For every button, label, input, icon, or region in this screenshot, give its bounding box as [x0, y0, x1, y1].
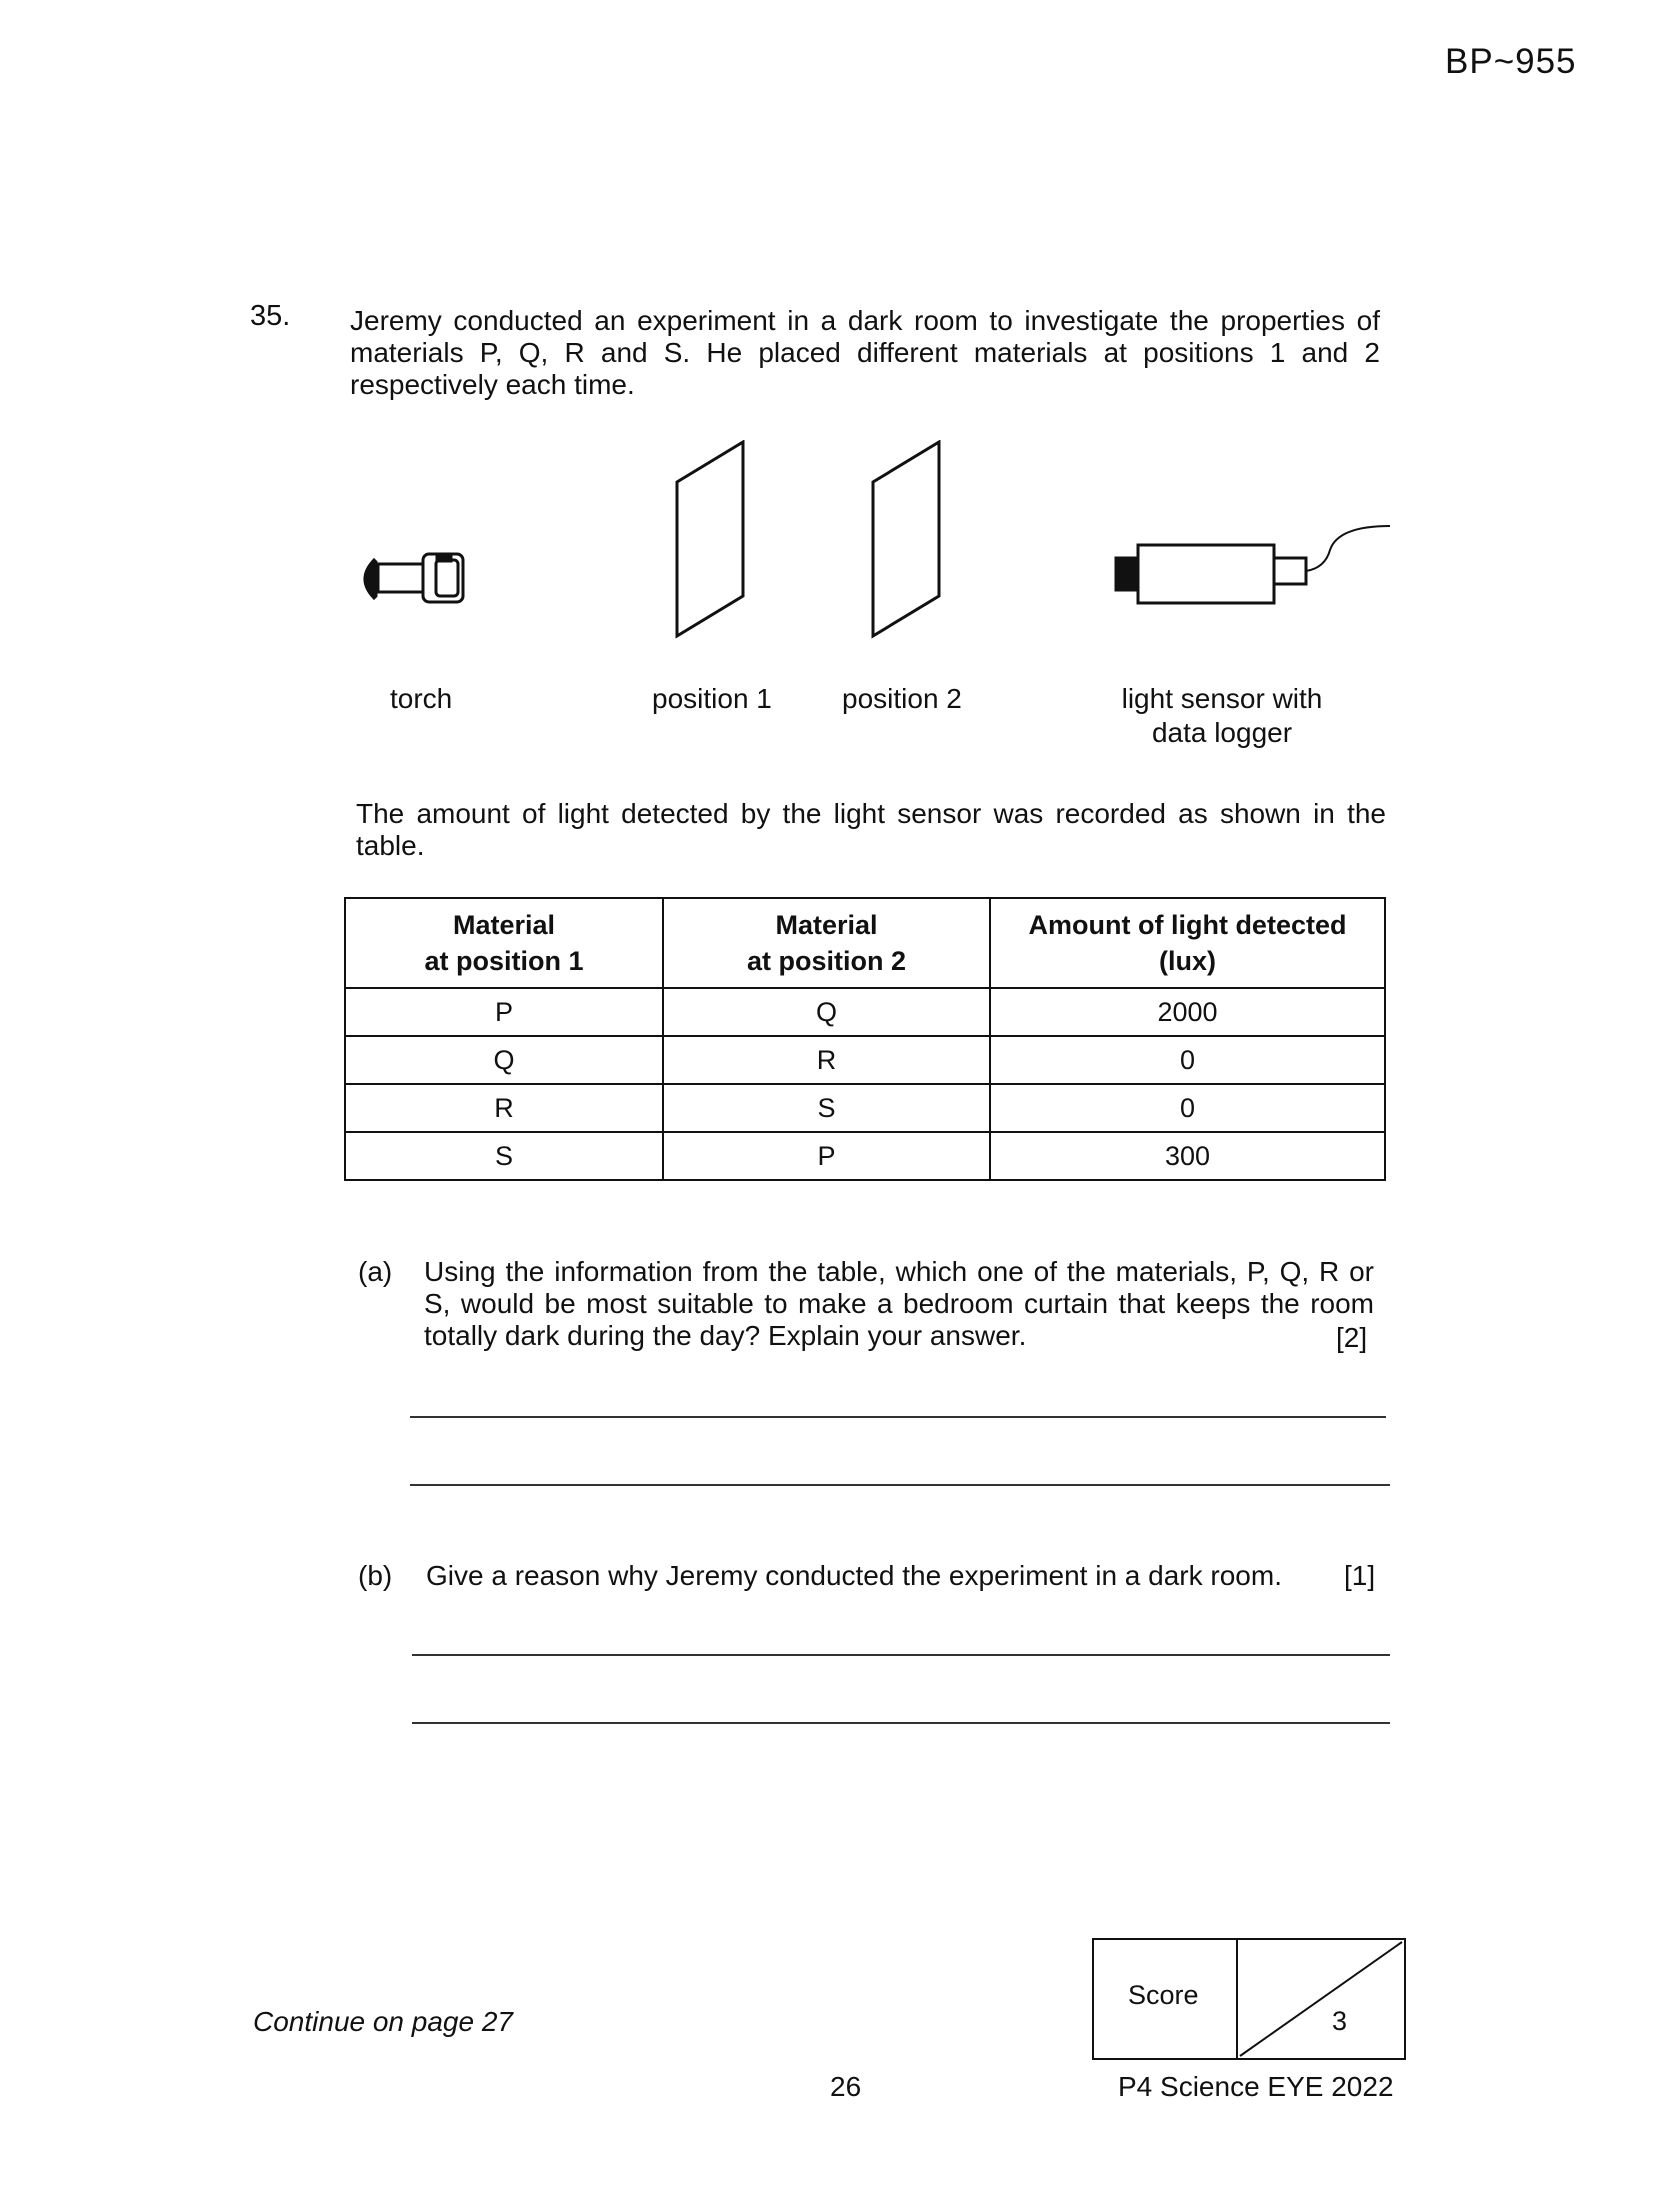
table-cell: P: [663, 1132, 990, 1180]
sensor-label-line1: light sensor with: [1121, 683, 1323, 714]
table-intro: The amount of light detected by the light sensor was recorded as shown in the table.: [356, 798, 1386, 861]
torch-icon: [365, 554, 463, 602]
part-a-label: (a): [358, 1256, 393, 1287]
question-intro: Jeremy conducted an experiment in a dark room to investigate the properties of materials P, Q, R and S. He placed different materials at positions 1 and 2 respectively each time.: [350, 305, 1380, 400]
table-row: [345, 1036, 1385, 1084]
table-cell: S: [663, 1084, 990, 1132]
position-1-panel-icon: [677, 442, 743, 636]
table-cell: Q: [345, 1036, 663, 1084]
light-sensor-icon: [1116, 526, 1390, 603]
torch-label: torch: [390, 683, 453, 714]
header-position-2: Material at position 2: [663, 898, 990, 988]
table-row: [345, 1084, 1385, 1132]
experiment-drawing: [340, 440, 1420, 640]
table-row: [345, 1132, 1385, 1180]
position-1-label: position 1: [652, 683, 772, 714]
table-cell: 2000: [990, 988, 1385, 1036]
table-cell: 300: [990, 1132, 1385, 1180]
results-table: [344, 897, 1386, 1181]
part-b-text: Give a reason why Jeremy conducted the experiment in a dark room.: [426, 1560, 1282, 1591]
table-row: [345, 988, 1385, 1036]
answer-line-a2[interactable]: [410, 1484, 1390, 1486]
continue-note: Continue on page 27: [253, 2006, 513, 2037]
table-cell: R: [663, 1036, 990, 1084]
part-a-marks: [2]: [1336, 1322, 1368, 1353]
table-cell: 0: [990, 1084, 1385, 1132]
answer-line-a1[interactable]: [410, 1416, 1386, 1418]
sensor-label: [1110, 682, 1334, 750]
table-cell: Q: [663, 988, 990, 1036]
part-a-text: Using the information from the table, which one of the materials, P, Q, R or S, would be most suitable to make a bedroom curtain that keeps the room totally dark during the day? Explain your answer.: [424, 1256, 1374, 1351]
table-cell: R: [345, 1084, 663, 1132]
score-label: Score: [1128, 1980, 1199, 2010]
position-2-panel-icon: [873, 442, 939, 636]
answer-line-b2[interactable]: [412, 1722, 1390, 1724]
score-box: [1092, 1938, 1406, 2060]
header-position-1: Material at position 1: [345, 898, 663, 988]
question-number: 35.: [250, 300, 291, 332]
score-max: 3: [1332, 2006, 1348, 2036]
paper-code: BP~955: [1445, 42, 1577, 81]
experiment-diagram: [340, 440, 1420, 770]
paper-title: P4 Science EYE 2022: [1118, 2071, 1394, 2102]
header-light-amount: Amount of light detected (lux): [990, 898, 1385, 988]
sensor-label-line2: data logger: [1151, 717, 1293, 748]
score-diagonal: [1238, 1940, 1404, 2058]
part-b-label: (b): [358, 1560, 393, 1591]
table-cell: 0: [990, 1036, 1385, 1084]
part-b-marks: [1]: [1344, 1560, 1376, 1591]
position-2-label: position 2: [842, 683, 962, 714]
table-cell: P: [345, 988, 663, 1036]
table-cell: S: [345, 1132, 663, 1180]
answer-line-b1[interactable]: [412, 1654, 1390, 1656]
page-number: 26: [830, 2071, 862, 2102]
table-header-row: [345, 898, 1385, 988]
